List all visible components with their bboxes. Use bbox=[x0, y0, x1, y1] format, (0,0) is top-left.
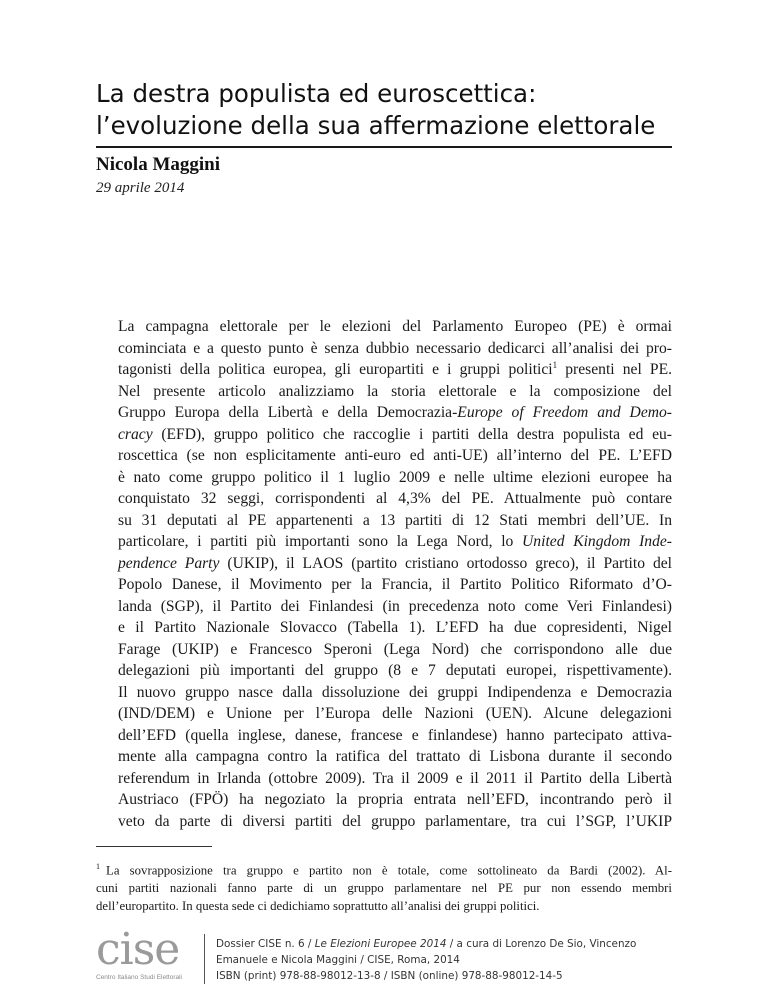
title-line-1: La destra populista ed euroscettica: bbox=[96, 79, 537, 108]
title-line-2: l’evoluzione della sua affermazione elettorale bbox=[96, 111, 656, 140]
footer-divider bbox=[204, 934, 205, 984]
dossier-text: / a cura di Lorenzo De Sio, Vincenzo bbox=[446, 938, 637, 950]
dossier-line-3: ISBN (print) 978-88-98012-13-8 / ISBN (online) 978-88-98012-14-5 bbox=[216, 970, 563, 982]
body-line: La campagna elettorale per le elezioni del Parlamento Europeo (PE) è ormai bbox=[118, 318, 672, 335]
author-name: Nicola Maggini bbox=[96, 154, 221, 175]
body-line: Austriaco (FPÖ) ha negoziato la propria entrata nell’EFD, incontrando però il bbox=[118, 791, 672, 808]
body-line: landa (SGP), il Partito dei Finlandesi (in precedenza noto come Veri Finlandesi) bbox=[118, 597, 672, 615]
footnote-text: La sovrapposizione tra gruppo e partito non è totale, come sottolineato da Bardi (2002). Al- bbox=[106, 863, 672, 878]
dossier-line-2: Emanuele e Nicola Maggini / CISE, Roma, 2014 bbox=[216, 954, 460, 966]
body-text-span: presenti nel PE. bbox=[565, 361, 672, 378]
logo-wordmark: cise bbox=[96, 924, 180, 975]
body-line bbox=[96, 424, 672, 446]
body-text-span: tagonisti della politica europea, gli europartiti e i gruppi politici bbox=[118, 361, 553, 378]
body-text-span: (UKIP), il LAOS (partito cristiano ortodosso greco), il Partito del bbox=[219, 554, 672, 572]
article-body bbox=[96, 316, 672, 832]
body-line: roscettica (se non esplicitamente anti-euro ed anti-UE) all’interno del PE. L’EFD bbox=[118, 447, 672, 464]
body-line: veto da parte di diversi partiti del gruppo parlamentare, tra cui l’SGP, l’UKIP bbox=[118, 812, 672, 830]
dossier-line-1 bbox=[216, 936, 636, 952]
footnote-line bbox=[96, 858, 672, 879]
publication-date: 29 aprile 2014 bbox=[96, 180, 185, 196]
body-line: mente alla campagna contro la ratifica del trattato di Lisbona durante il secondo bbox=[118, 748, 672, 765]
footnote-mark: 1 bbox=[96, 862, 100, 871]
body-line bbox=[96, 359, 672, 381]
body-line: conquistato 32 seggi, corrispondenti al 4,3% del PE. Attualmente può contare bbox=[118, 490, 672, 507]
footnote-line: dell’europartito. In questa sede ci dedichiamo soprattutto all’analisi dei gruppi politici. bbox=[96, 899, 540, 914]
cise-logo bbox=[96, 924, 196, 990]
footnote-line: cuni partiti nazionali fanno parte di un gruppo parlamentare nel PE pur non essendo membri bbox=[96, 881, 672, 896]
body-line: cominciata e a questo punto è senza dubbio necessario dedicarci all’analisi dei pro- bbox=[118, 339, 672, 357]
body-line: Nel presente articolo analizziamo la storia elettorale e la composizione del bbox=[118, 382, 672, 400]
logo-subtitle: Centro Italiano Studi Elettorali bbox=[96, 974, 182, 981]
body-text-span: (EFD), gruppo politico che raccoglie i partiti della destra populista ed eu- bbox=[152, 425, 672, 443]
footnote-ref[interactable]: 1 bbox=[552, 359, 558, 370]
title-rule bbox=[96, 146, 672, 148]
body-line bbox=[96, 402, 672, 424]
body-line: (IND/DEM) e Unione per l’Europa delle Nazioni (UEN). Alcune delegazioni bbox=[118, 705, 672, 722]
italic-term: Europe of Freedom and Demo- bbox=[457, 404, 672, 421]
dossier-info bbox=[216, 936, 636, 984]
body-line: delegazioni più importanti del gruppo (8 e 7 deputati europei, rispettivamente). bbox=[118, 662, 672, 679]
body-line: dell’EFD (quella inglese, danese, francese e finlandese) hanno partecipato attiva- bbox=[118, 726, 672, 744]
body-line: Il nuovo gruppo nasce dalla dissoluzione dei gruppi Indipendenza e Democrazia bbox=[118, 683, 672, 701]
body-line: referendum in Irlanda (ottobre 2009). Tra il 2009 e il 2011 il Partito della Libertà bbox=[118, 769, 672, 787]
body-line: e il Partito Nazionale Slovacco (Tabella 1). L’EFD ha due copresidenti, Nigel bbox=[118, 619, 672, 636]
italic-term: pendence Party bbox=[118, 554, 220, 572]
dossier-series-title: Le Elezioni Europee 2014 bbox=[314, 938, 447, 950]
body-line: su 31 deputati al PE appartenenti a 13 partiti di 12 Stati membri dell’UE. In bbox=[118, 511, 672, 529]
body-line bbox=[96, 553, 672, 575]
italic-term: United Kingdom Inde- bbox=[522, 533, 672, 550]
dossier-text: Dossier CISE n. 6 / bbox=[216, 938, 315, 950]
footnote-rule bbox=[96, 846, 212, 847]
body-line: Farage (UKIP) e Francesco Speroni (Lega Nord) che corrispondono alle due bbox=[118, 640, 672, 658]
body-line: è nato come gruppo politico il 1 luglio 2009 e nelle ultime elezioni europee ha bbox=[118, 468, 672, 486]
footnote bbox=[96, 858, 672, 915]
italic-term: cracy bbox=[118, 425, 153, 443]
body-text-span: particolare, i partiti più importanti sono la Lega Nord, lo bbox=[118, 533, 523, 550]
article-title bbox=[96, 78, 676, 142]
paragraph-1 bbox=[96, 316, 672, 381]
paragraph-2 bbox=[96, 381, 672, 833]
body-line bbox=[96, 531, 672, 553]
body-line: Popolo Danese, il Movimento per la Francia, il Partito Politico Riformato d’O- bbox=[118, 576, 672, 593]
body-text-span: Gruppo Europa della Libertà e della Democrazia- bbox=[118, 404, 458, 421]
